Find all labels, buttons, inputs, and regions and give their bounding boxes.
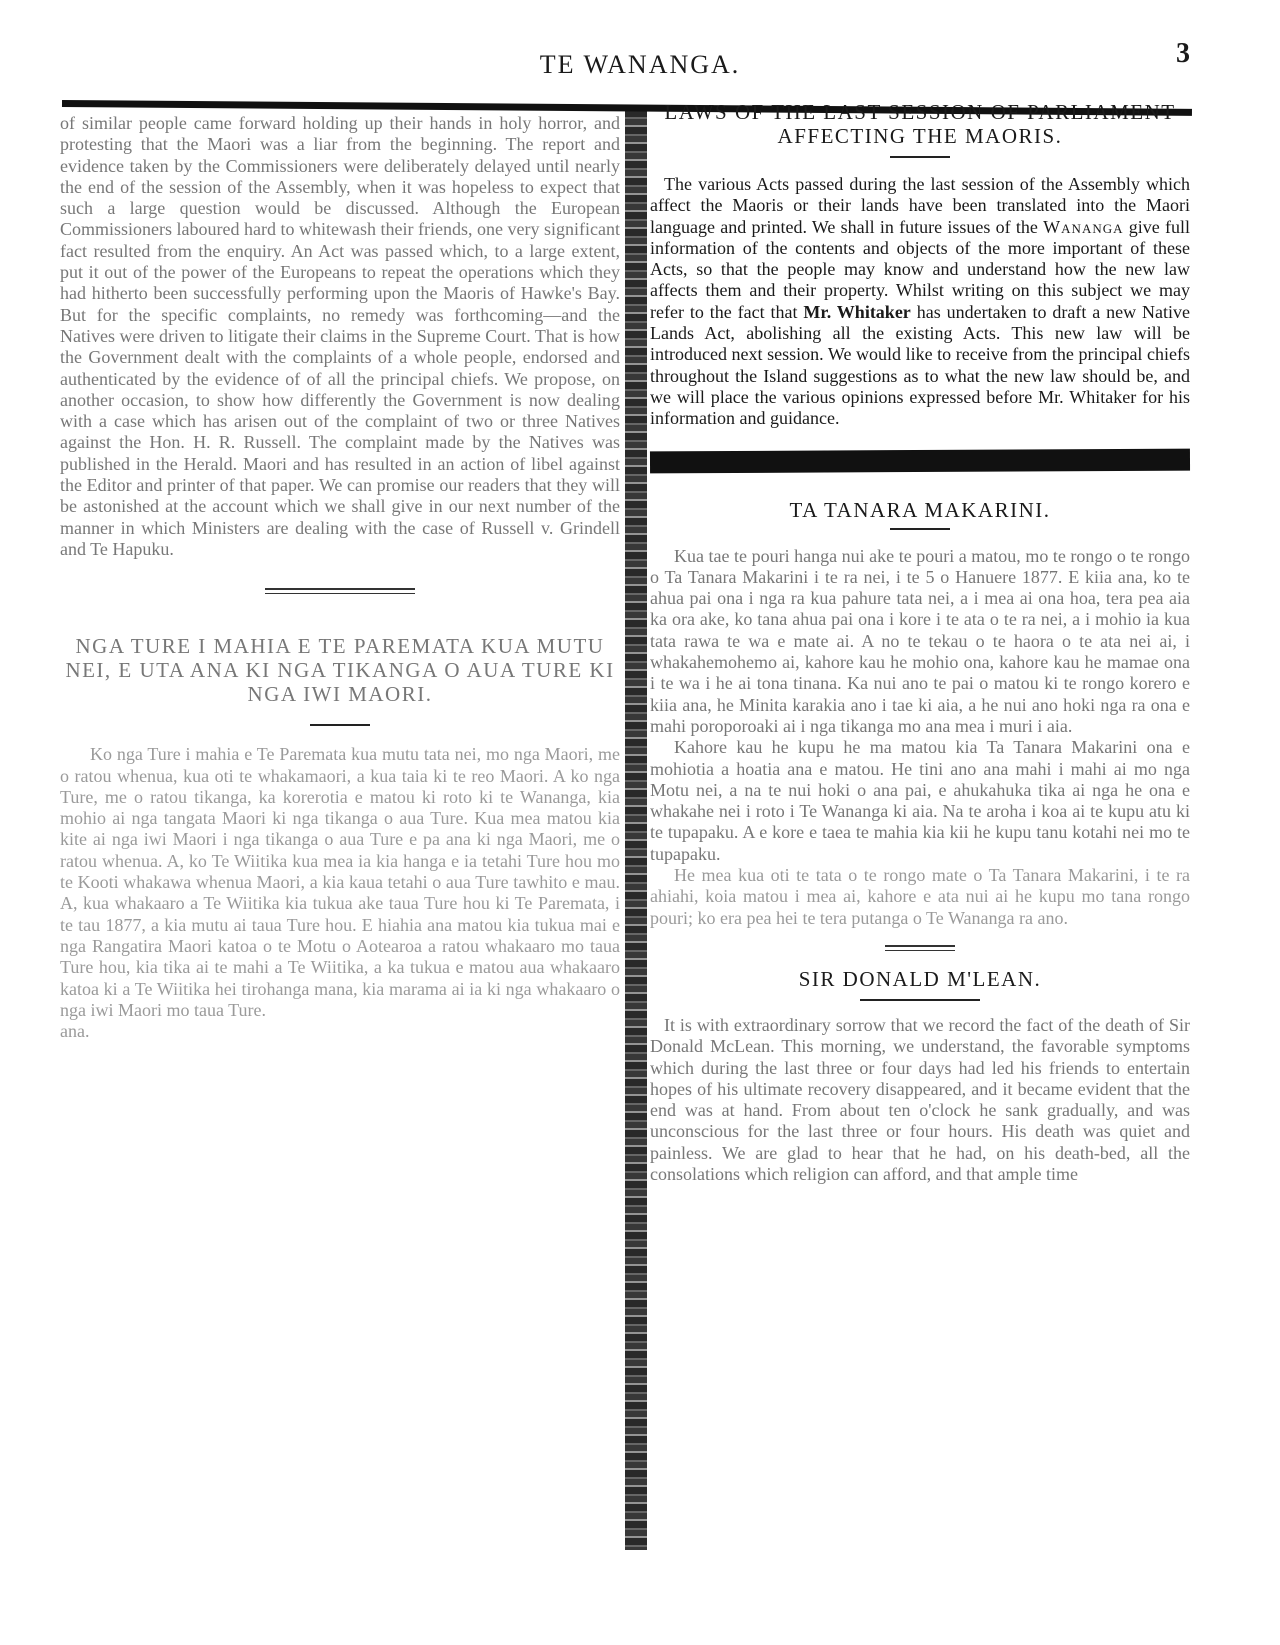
paper-name: Wananga bbox=[1043, 216, 1124, 237]
mclean-heading: SIR DONALD M'LEAN. bbox=[798, 966, 1042, 991]
page-number: 3 bbox=[1176, 38, 1190, 69]
maori-laws-paragraph-end: ana. bbox=[60, 1021, 90, 1042]
section-divider bbox=[265, 588, 415, 594]
laws-text-middle: give full information of the contents and objects of the more important of these Acts, so that the people may know and understand how the new law affects them and their property. Whilst writing on this subject we may refer to the fact that bbox=[650, 216, 1190, 322]
section-divider bbox=[885, 945, 955, 951]
tanara-paragraph-3: He mea kua oti te tata o te rongo mate o Ta Tanara Makarini, i te ra ahiahi, koia matou i mea ai, kahore e ata nui ai he kupu mo tana rongo pouri; ko era pea hei te tera putanga o Te Wananga ra ano. bbox=[650, 865, 1190, 928]
tanara-paragraph-2: Kahore kau he kupu he ma matou kia Ta Tanara Makarini ona e mohiotia a hoatia ana e matou. He tini ano ana mahi i mahi ai mo nga Motu nei, a na te nui hoki o ana pai, e ahukahuka tika ai nga he ona e whakahe nei i roto i Te Wananga ki aia. Na te aroha i koa ai te kupu atu ki te tupapaku. A e kore e taea te mahia kia kii he kupu tanu kotahi nei mo te tupapaku. bbox=[650, 737, 1190, 864]
maori-laws-heading: NGA TURE I MAHIA E TE PAREMATA KUA MUTU NEI, E UTA ANA KI NGA TIKANGA O AUA TURE KI NGA IWI MAORI. bbox=[65, 634, 615, 707]
right-column bbox=[650, 100, 1190, 1185]
laws-paragraph bbox=[650, 174, 1190, 430]
laws-text-start: The various Acts passed during the last session of the Assembly which affect the Maoris or their lands have been translated into the Maori language and printed. We shall in future issues of the bbox=[650, 174, 1190, 237]
tanara-heading: TA TANARA MAKARINI. bbox=[789, 497, 1051, 522]
black-divider-bar bbox=[650, 448, 1190, 473]
heading-rule bbox=[310, 724, 370, 726]
whitaker-name: Mr. Whitaker bbox=[803, 301, 911, 322]
heading-rule bbox=[890, 156, 950, 158]
laws-text-end: has undertaken to draft a new Native Lands Act, abolishing all the existing Acts. This new law will be introduced next session. We would like to receive from the principal chiefs throughout the Island suggestions as to what the new law should be, and we will place the various opinions expressed before Mr. Whitaker for his information and guidance. bbox=[650, 301, 1190, 429]
left-column bbox=[60, 113, 620, 1042]
heading-rule bbox=[860, 999, 980, 1001]
laws-heading: LAWS OF THE LAST SESSION OF PARLIAMENT AFFECTING THE MAORIS. bbox=[664, 100, 1176, 148]
masthead bbox=[0, 38, 1280, 88]
newspaper-title: TE WANANGA. bbox=[539, 50, 741, 79]
article-continuation-paragraph: of similar people came forward holding up their hands in holy horror, and protesting that the Maori was a liar from the beginning. The report and evidence taken by the Commissioners were deliberately delayed until nearly the end of the session of the Assembly, when it was hopeless to expect that such a large question would be discussed. Although the European Commissioners laboured hard to whitewash their friends, one very significant fact resulted from the enquiry. An Act was passed which, to a large extent, put it out of the power of the Europeans to repeat the operations which they had hitherto been successfully performing upon the Maoris of Hawke's Bay. But for the specific complaints, no remedy was forthcoming—and the Natives were driven to litigate their claims in the Supreme Court. That is how the Government dealt with the complaints of a whole people, endorsed and authenticated by the evidence of of all the principal chiefs. We propose, on another occasion, to show how differently the Government is now dealing with a case which has arisen out of the complaint of two or three Natives against the Hon. H. R. Russell. The complaint made by the Natives was published in the Herald. Maori and has resulted in an action of libel against the Editor and printer of that paper. We can promise our readers that they will be astonished at the account which we shall give in our next number of the manner in which Ministers are dealing with the case of Russell v. Grindell and Te Hapuku. bbox=[60, 113, 620, 559]
tanara-paragraph-1: Kua tae te pouri hanga nui ake te pouri a matou, mo te rongo o te rongo o Ta Tanara Makarini i te ra nei, i te 5 o Hanuere 1877. E kiia ana, ko te ahua pai ona i nga ra kua pahure tata nei, a i mea ai ona hoa, tera pea aia ka ora ake, ko tana ahua pai ona i kore i te ata o te ra nei, a i mohio ia kua tata rawa te wa e mate ai. A no te tekau o te haora o te ata nei ai, i whakahemohemo ai, kahore kau he mohio ona, kahore kau he mamae ona i te wa i he ai tona tinana. Ka nui ano te pai o matou ki te rongo korero e kiia ana, he Minita karakia ano i tae ki aia, a he nui ano hoki nga ra ona e mahi poroporoaki ai i nga tikanga mo ana mea i muri i aia. bbox=[650, 545, 1190, 736]
heading-rule bbox=[890, 528, 950, 530]
column-gutter-shadow bbox=[625, 110, 647, 1550]
mclean-paragraph: It is with extraordinary sorrow that we record the fact of the death of Sir Donald McLean. This morning, we understand, the favorable symptoms which during the last three or four days had led his friends to entertain hopes of his ultimate recovery disappeared, and it became evident that the end was at hand. From about ten o'clock he sank gradually, and was unconscious for the last three or four hours. His death was quiet and painless. We are glad to hear that he had, on his death-bed, all the consolations which religion can afford, and that ample time bbox=[650, 1014, 1190, 1184]
maori-laws-paragraph: Ko nga Ture i mahia e Te Paremata kua mutu tata nei, mo nga Maori, me o ratou whenua, kua oti te whakamaori, a kua taia ki te reo Maori. A ko nga Ture, me o ratou tikanga, ka korerotia e matou ki roto ki te Wananga, kia mohio ai nga tangata Maori ki nga tikanga o aua Ture. Kua mea matou kia kite ai nga iwi Maori i nga tikanga o aua Ture e pa ana ki nga Maori, me o ratou whenua. A, ko Te Wiitika kua mea ia kia hanga e ia tetahi Ture hou mo te Kooti whakawa whenua Maori, a kia kaua tetahi o aua Ture tawhito e mau. A, kua whakaaro a Te Wiitika kia tukua ake taua Ture hou ki Te Paremata, i te tau 1877, a kia mutu ai taua Ture hou. E hiahia ana matou kia tukua mai e nga Rangatira Maori katoa o te Motu o Aotearoa a ratou whakaaro mo taua Ture hou, kia tika ai te mahi a Te Wiitika, a ka tukua e matou aua whakaaro katoa ki a Te Wiitika hei tirohanga mana, kia marama ai ia ki nga whakaaro o nga iwi Maori mo taua Ture. bbox=[60, 744, 620, 1020]
